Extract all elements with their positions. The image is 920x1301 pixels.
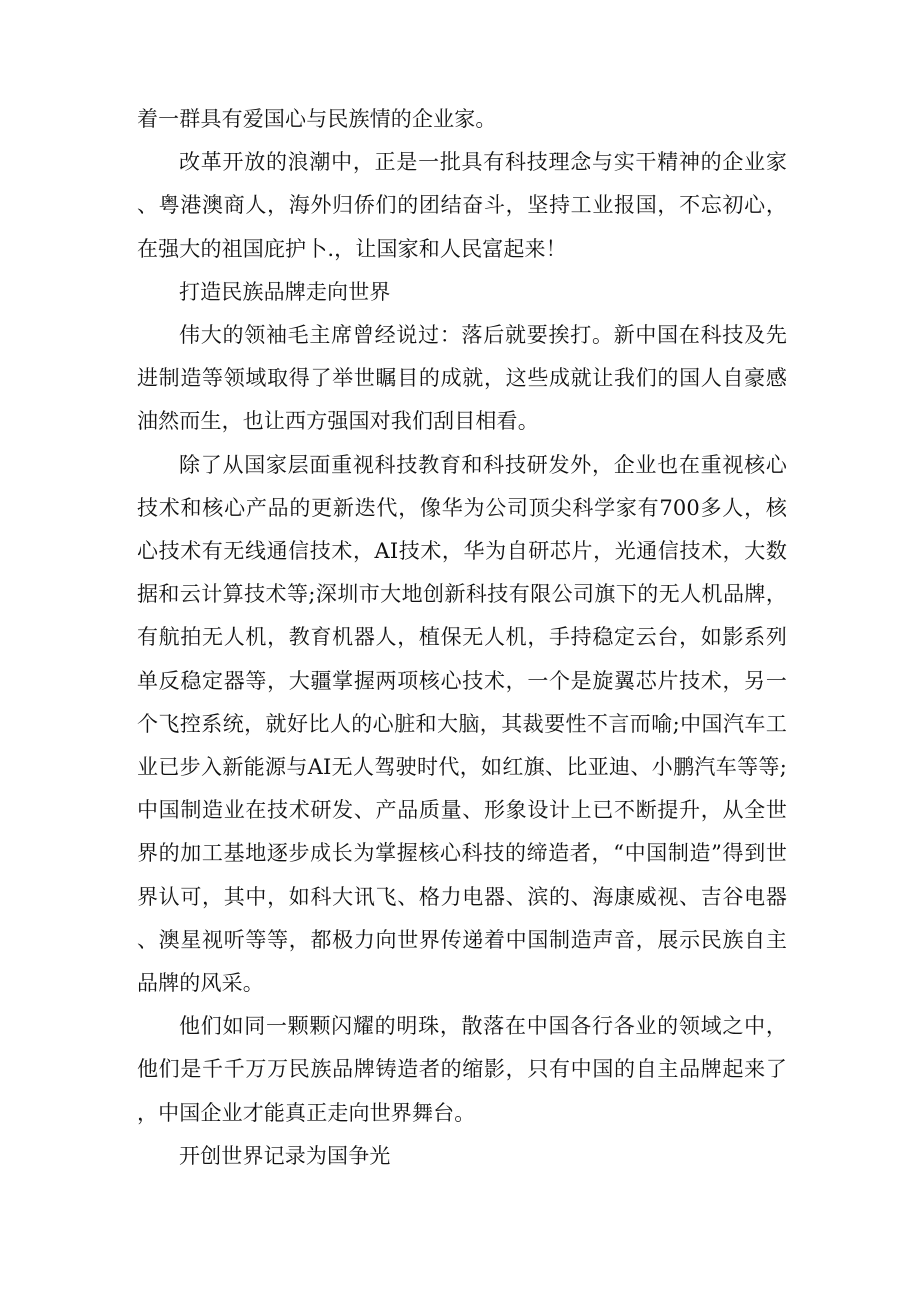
paragraph-core-technology: 除了从国家层面重视科技教育和科技研发外，企业也在重视核心技术和核心产品的更新迭代，像华为公司顶尖科学家有700多人，核心技术有无线通信技术，AI技术，华为自研芯片，光通信技术，大数据和云计算技术等;深圳市大地创新科技有限公司旗下的无人机品牌，有航拍无人机，教育机器人，植保无人机，手持稳定云台，如影系列单反稳定器等，大疆掌握两项核心技术，一个是旋翼芯片技术，另一个飞控系统，就好比人的心脏和大脑，其裁要性不言而喻;中国汽车工业已步入新能源与AI无人驾驶时代，如红旗、比亚迪、小鹏汽车等等;中国制造业在技术研发、产品质量、形象设计上已不断提升，从全世界的加工基地逐步成长为掌握核心科技的缔造者，“中国制造”得到世界认可，其中，如科大讯飞、格力电器、滨的、海康威视、吉谷电器、澳星视听等等，都极力向世界传递着中国制造声音，展示民族自主品牌的风采。 <box>137 452 787 996</box>
section-heading-world-record: 开创世界记录为国争光 <box>179 1143 391 1168</box>
paragraph-reform-opening: 改革开放的浪潮中，正是一批具有科技理念与实干精神的企业家、粤港澳商人，海外归侨们的团结奋斗，坚持工业报国，不忘初心，在强大的祖国庇护卜.，让国家和人民富起来！ <box>137 150 787 261</box>
section-heading-national-brand: 打造民族品牌走向世界 <box>179 279 391 304</box>
paragraph-chairman-quote: 伟大的领袖毛主席曾经说过：落后就要挨打。新中国在科技及先进制造等领域取得了举世瞩目的成就，这些成就让我们的国人自豪感油然而生，也让西方强国对我们刮目相看。 <box>137 323 787 434</box>
document-body <box>137 98 787 1178</box>
paragraph-continuation: 着一群具有爱国心与民族情的企业家。 <box>137 107 497 131</box>
paragraph-pearls: 他们如同一颗颗闪耀的明珠，散落在中国各行各业的领域之中，他们是千千万万民族品牌铸造者的缩影，只有中国的自主品牌起来了，中国企业才能真正走向世界舞台。 <box>137 1014 787 1125</box>
